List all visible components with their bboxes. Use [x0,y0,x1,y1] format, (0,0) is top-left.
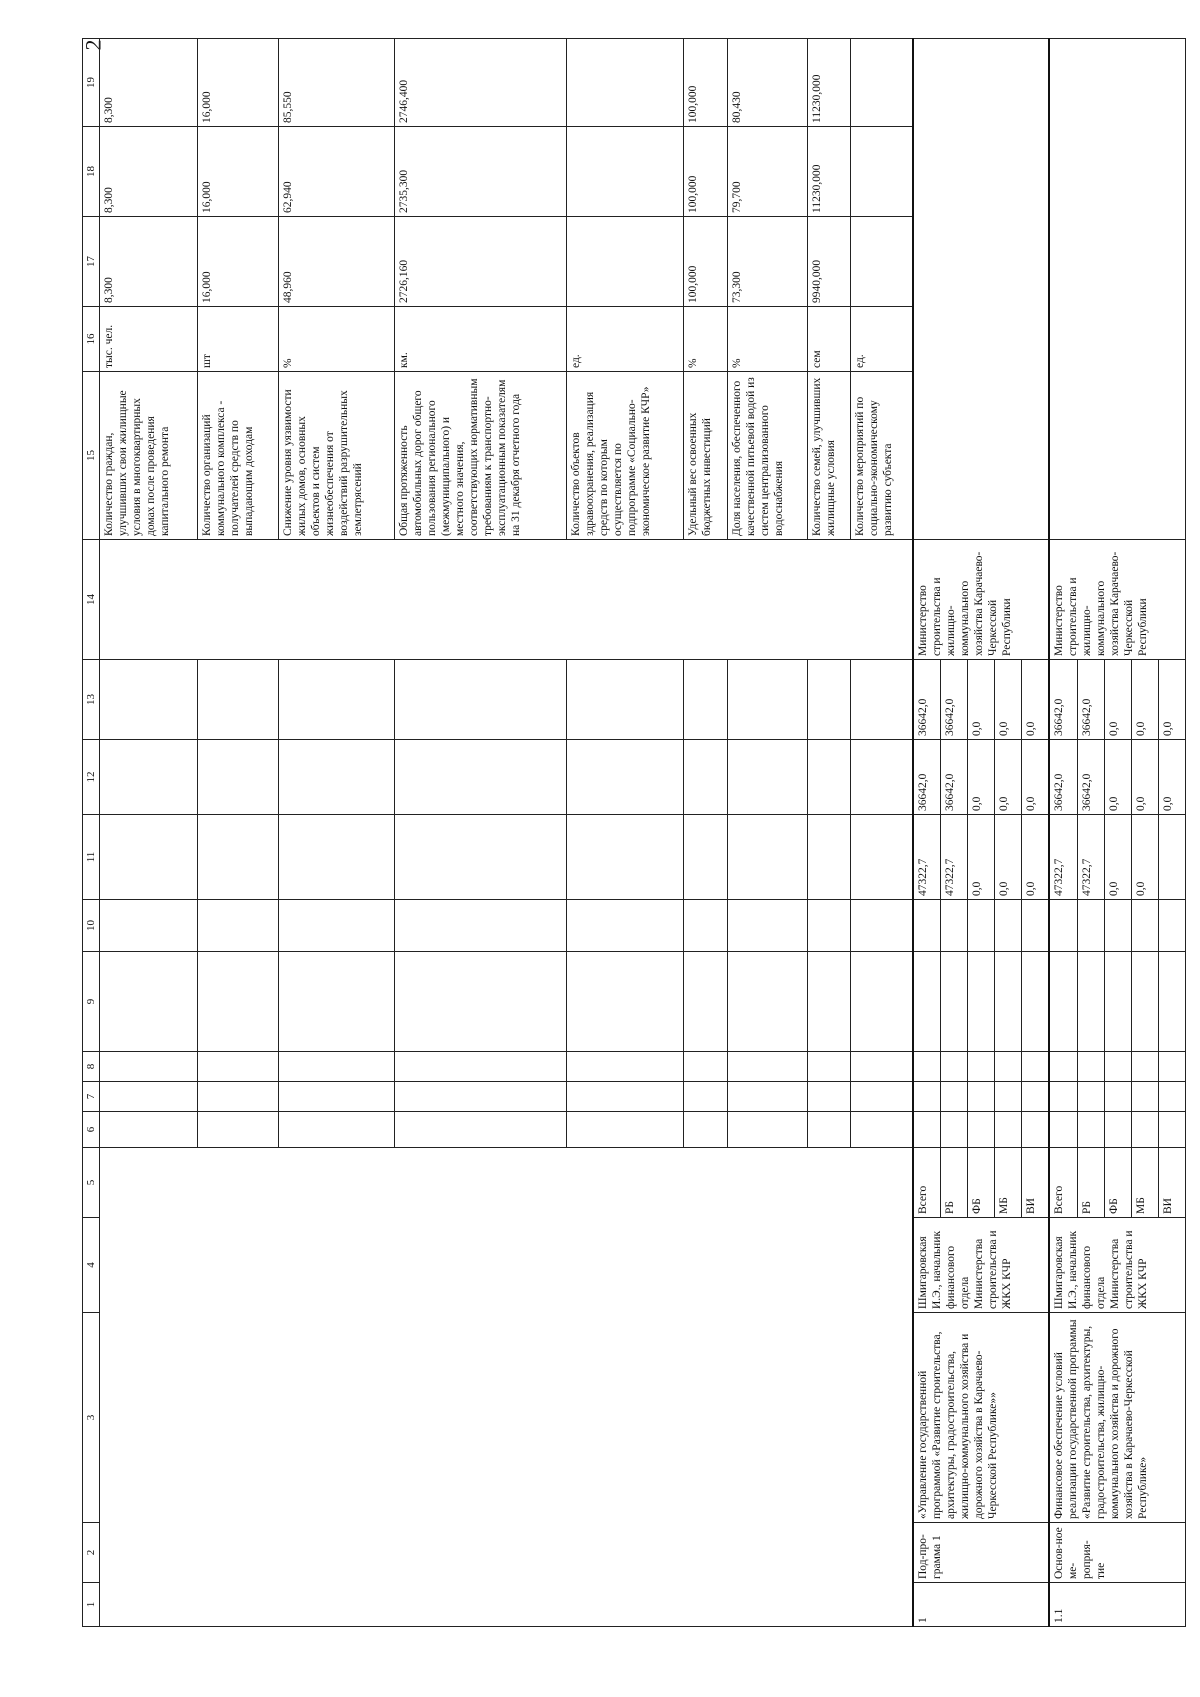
indicator-unit: % [684,307,727,372]
block-type: Под-про-грамма 1 [913,1523,1050,1583]
col-3: 3 [83,1313,100,1523]
funding-c12: 0,0 [995,740,1022,815]
funding-c12: 0,0 [968,740,995,815]
block-number: 1.1 [1049,1583,1185,1627]
indicator-name: Удельный вес освоенных бюджетных инвестиций [684,372,727,540]
funding-c12: 0,0 [1104,740,1131,815]
funding-c12: 36642,0 [1077,740,1104,815]
funding-source: ВИ [1022,1148,1050,1218]
funding-c11: 47322,7 [1049,815,1077,900]
funding-c13: 36642,0 [941,660,968,740]
funding-c11: 0,0 [995,815,1022,900]
indicator-row [100,39,198,1627]
indicator-unit: % [727,307,807,372]
block-executor: Министерство строительства и жилищно-коммунального хозяйства Карачаево-Черкесской Республики [1049,540,1185,660]
indicator-unit: шт [198,307,278,372]
indicator-name: Снижение уровня уязвимости жилых домов, основных объектов и систем жизнеобеспечения от воздействий разрушительных землетрясений [278,372,395,540]
indicator-v19 [567,39,684,127]
col-9: 9 [83,952,100,1052]
funding-c11: 47322,7 [1077,815,1104,900]
indicator-v19: 2746,400 [395,39,567,127]
indicator-unit: тыс. чел. [100,307,198,372]
indicator-name: Количество мероприятий по социально-экономическому развитию субъекта [851,372,913,540]
funding-c11 [1158,815,1185,900]
indicator-v17: 73,300 [727,217,807,307]
col-8: 8 [83,1052,100,1082]
funding-source: Всего [1049,1148,1077,1218]
block-executor: Министерство строительства и жилищно-коммунального хозяйства Карачаево-Черкесской Республики [913,540,1050,660]
funding-row [913,39,941,1627]
funding-c13: 36642,0 [1077,660,1104,740]
rotated-page [82,39,1186,1627]
indicator-v18: 79,700 [727,127,807,217]
indicator-name: Доля населения, обеспеченного качественной питьевой водой из систем централизованного водоснабжения [727,372,807,540]
col-18: 18 [83,127,100,217]
indicator-v18 [851,127,913,217]
indicator-name: Количество семей, улучшивших жилищные условия [807,372,850,540]
funding-c13: 36642,0 [1049,660,1077,740]
block-type: Основ-ное ме-роприя-тие [1049,1523,1185,1583]
col-14: 14 [83,540,100,660]
indicator-v19: 100,000 [684,39,727,127]
indicator-unit: % [278,307,395,372]
blank-cell [100,540,913,660]
funding-source: ФБ [968,1148,995,1218]
indicator-v17: 8,300 [100,217,198,307]
funding-c13: 0,0 [1158,660,1185,740]
page-number: 2 [80,39,106,51]
indicator-v19 [851,39,913,127]
funding-c13: 0,0 [968,660,995,740]
indicator-v17: 100,000 [684,217,727,307]
funding-c13: 0,0 [1022,660,1050,740]
program-table [82,38,1186,1627]
funding-c13: 36642,0 [913,660,941,740]
funding-source: Всего [913,1148,941,1218]
funding-c12: 0,0 [1158,740,1185,815]
funding-c11: 0,0 [1104,815,1131,900]
col-15: 15 [83,372,100,540]
indicator-v19: 16,000 [198,39,278,127]
funding-c11: 0,0 [1022,815,1050,900]
indicator-v17 [567,217,684,307]
funding-c13: 0,0 [1104,660,1131,740]
block-title: Финансовое обеспечение условий реализации государственной программы «Развитие строительства, архитектуры, градостроительства, жилищно-коммунального хозяйства и дорожного хозяйства в Карачаево-Черкесской Республике» [1049,1313,1185,1523]
funding-source: РБ [941,1148,968,1218]
funding-c13: 0,0 [1131,660,1158,740]
indicator-unit: сем [807,307,850,372]
funding-c11: 47322,7 [941,815,968,900]
funding-c12: 36642,0 [1049,740,1077,815]
block-title: «Управление государственной программой «Развитие строительства, архитектуры, градостроительства, жилищно-коммунального хозяйства и дорожного хозяйства в Карачаево-Черкесской Республике»» [913,1313,1050,1523]
col-4: 4 [83,1218,100,1313]
indicator-v18: 8,300 [100,127,198,217]
indicator-v19: 8,300 [100,39,198,127]
indicator-v19: 80,430 [727,39,807,127]
blank-cell [1049,39,1185,540]
indicator-v18: 62,940 [278,127,395,217]
funding-c12: 36642,0 [913,740,941,815]
indicator-unit: км. [395,307,567,372]
indicator-name: Количество организаций коммунального комплекса - получателей средств по выпадающим доходам [198,372,278,540]
indicator-v17: 2726,160 [395,217,567,307]
col-5: 5 [83,1148,100,1218]
col-12: 12 [83,740,100,815]
block-responsible: Шмигаровская И.Э., начальник финансового отдела Министерства строительства и ЖКХ КЧР [1049,1218,1185,1313]
column-number-row [83,39,100,1627]
funding-source: ФБ [1104,1148,1131,1218]
indicator-v18 [567,127,684,217]
funding-c12: 36642,0 [941,740,968,815]
funding-c13: 0,0 [995,660,1022,740]
indicator-v17: 9940,000 [807,217,850,307]
block-responsible: Шмигаровская И.Э., начальник финансового отдела Министерства строительства и ЖКХ КЧР [913,1218,1050,1313]
funding-c11: 0,0 [1131,815,1158,900]
indicator-name: Общая протяженность автомобильных дорог общего пользования регионального (межмуниципального) и местного значения, соответствующих нормативным требованиям к транспортно-эксплуатационным показателям на 31 декабря отчетного года [395,372,567,540]
col-7: 7 [83,1082,100,1112]
indicator-v17: 16,000 [198,217,278,307]
funding-source: ВИ [1158,1148,1185,1218]
indicator-v19: 85,550 [278,39,395,127]
col-10: 10 [83,900,100,952]
funding-c12: 0,0 [1022,740,1050,815]
indicator-name: Количество объектов здравоохранения, реализация средств по которым осуществляется по подпрограмме «Социально-экономическое развитие КЧР» [567,372,684,540]
indicator-v18: 100,000 [684,127,727,217]
funding-source: МБ [995,1148,1022,1218]
indicator-v19: 11230,000 [807,39,850,127]
col-2: 2 [83,1523,100,1583]
indicator-v18: 16,000 [198,127,278,217]
col-13: 13 [83,660,100,740]
blank-cell [100,1148,913,1627]
blank-cell [913,39,1050,540]
funding-source: МБ [1131,1148,1158,1218]
funding-c12: 0,0 [1131,740,1158,815]
col-1: 1 [83,1583,100,1627]
col-16: 16 [83,307,100,372]
indicator-name: Количество граждан, улучшивших свои жилищные условия в многоквартирных домах после проведения капитального ремонта [100,372,198,540]
col-6: 6 [83,1112,100,1148]
indicator-v18: 11230,000 [807,127,850,217]
funding-c11: 47322,7 [913,815,941,900]
col-17: 17 [83,217,100,307]
block-number: 1 [913,1583,1050,1627]
indicator-v17: 48,960 [278,217,395,307]
col-11: 11 [83,815,100,900]
indicator-unit: ед. [851,307,913,372]
indicator-v17 [851,217,913,307]
indicator-v18: 2735,300 [395,127,567,217]
col-19: 19 [83,39,100,127]
indicator-unit: ед. [567,307,684,372]
funding-row [1049,39,1077,1627]
funding-c11: 0,0 [968,815,995,900]
funding-source: РБ [1077,1148,1104,1218]
